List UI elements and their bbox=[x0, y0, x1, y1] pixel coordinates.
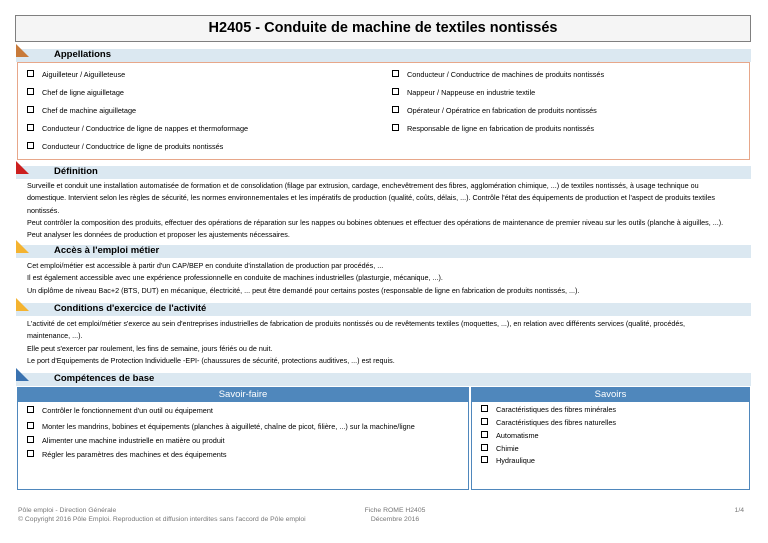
footer-left bbox=[18, 506, 306, 524]
appellation-item: Chef de machine aiguilletage bbox=[27, 106, 136, 116]
checkbox-bullet-icon bbox=[27, 106, 34, 113]
checkbox-bullet-icon bbox=[392, 88, 399, 95]
section-title: Définition bbox=[54, 166, 98, 177]
checkbox-bullet-icon bbox=[27, 142, 34, 149]
appellation-item: Conducteur / Conductrice de machines de produits nontissés bbox=[392, 70, 604, 80]
section-header-conditions bbox=[16, 303, 751, 316]
savoir-faire-item: Contrôler le fonctionnement d'un outil ou équipement bbox=[27, 406, 213, 416]
savoir-faire-item: Monter les mandrins, bobines et équipements (planches à aiguilleté, chaîne de picot, filière, ...) sur la machine/ligne bbox=[27, 422, 415, 432]
section-title: Conditions d'exercice de l'activité bbox=[54, 303, 207, 314]
appellation-item: Opérateur / Opératrice en fabrication de produits nontissés bbox=[392, 106, 597, 116]
checkbox-bullet-icon bbox=[27, 422, 34, 429]
definition-text: Surveille et conduit une installation automatisée de formation et de consolidation (filage par extrusion, cardage, enchevêtrement des fibres, agglomération chimique, ...) de textiles nontissés, à usage technique ou domestique. Intervient selon les règles de sécurité, les normes environnementales et les impératifs de production (qualité, coûts, délais, ...). Contrôle l'état des équipements de production et l'aspect de produits textiles nontissés. Peut contrôler la composition des produits, effectuer des opérations de réparation sur les nappes ou bobines obtenues et effectuer des opérations de maintenance de premier niveau sur les outils (planche à aiguilles, ...). Peut analyser les données de production et proposer les ajustements nécessaires. bbox=[27, 181, 724, 240]
checkbox-bullet-icon bbox=[392, 106, 399, 113]
savoirs-item: Chimie bbox=[481, 444, 519, 454]
footer-copyright: © Copyright 2016 Pôle Emploi. Reproduction et diffusion interdites sans l'accord de Pôle emploi bbox=[18, 516, 306, 523]
checkbox-bullet-icon bbox=[392, 70, 399, 77]
appellation-item: Responsable de ligne en fabrication de produits nontissés bbox=[392, 124, 594, 134]
footer-center bbox=[350, 506, 440, 524]
section-header-competences bbox=[16, 373, 751, 386]
appellation-item: Nappeur / Nappeuse en industrie textile bbox=[392, 88, 535, 98]
savoirs-item: Caractéristiques des fibres minérales bbox=[481, 405, 616, 415]
checkbox-bullet-icon bbox=[27, 436, 34, 443]
section-marker-icon bbox=[16, 161, 29, 174]
footer-date: Décembre 2016 bbox=[370, 516, 420, 523]
footer-fiche: Fiche ROME H2405 bbox=[364, 507, 426, 514]
section-title: Appellations bbox=[54, 49, 112, 60]
section-header-definition bbox=[16, 166, 751, 179]
footer-org: Pôle emploi - Direction Générale bbox=[18, 507, 117, 514]
savoir-faire-header: Savoir-faire bbox=[17, 387, 469, 402]
checkbox-bullet-icon bbox=[481, 405, 488, 412]
checkbox-bullet-icon bbox=[27, 450, 34, 457]
section-title: Compétences de base bbox=[54, 373, 155, 384]
appellation-item: Conducteur / Conductrice de ligne de nappes et thermoformage bbox=[27, 124, 248, 134]
conditions-text: L'activité de cet emploi/métier s'exerce au sein d'entreprises industrielles de fabrication de produits nontissés ou de revêtements textiles (moquettes, ...), en relation avec différents services (qualité, procédés, maintenance, ...). Elle peut s'exercer par roulement, les fins de semaine, jours fériés ou de nuit. Le port d'Equipements de Protection Individuelle -EPI- (chaussures de sécurité, protections auditives, ...) est requis. bbox=[27, 319, 685, 365]
savoirs-item: Automatisme bbox=[481, 431, 539, 441]
appellation-item: Chef de ligne aiguilletage bbox=[27, 88, 124, 98]
appellation-item: Aiguilleteur / Aiguilleteuse bbox=[27, 70, 125, 80]
savoirs-item: Hydraulique bbox=[481, 456, 535, 466]
section-header-acces bbox=[16, 245, 751, 258]
section-title: Accès à l'emploi métier bbox=[54, 245, 160, 256]
acces-text: Cet emploi/métier est accessible à partir d'un CAP/BEP en conduite d'installation de production par procédés, ... Il est également accessible avec une expérience professionnelle en conduite de machines industrielles (plasturgie, mécanique, ...). Un diplôme de niveau Bac+2 (BTS, DUT) en mécanique, électricité, ... peut être demandé pour certains postes (responsable de ligne en fabrication de produits nontissés, ...). bbox=[27, 261, 580, 295]
checkbox-bullet-icon bbox=[27, 406, 34, 413]
section-header-appellations bbox=[16, 49, 751, 62]
checkbox-bullet-icon bbox=[481, 444, 488, 451]
savoirs-item: Caractéristiques des fibres naturelles bbox=[481, 418, 616, 428]
checkbox-bullet-icon bbox=[27, 124, 34, 131]
checkbox-bullet-icon bbox=[27, 88, 34, 95]
checkbox-bullet-icon bbox=[27, 70, 34, 77]
savoir-faire-item: Régler les paramètres des machines et des équipements bbox=[27, 450, 227, 460]
section-marker-icon bbox=[16, 298, 29, 311]
savoir-faire-item: Alimenter une machine industrielle en matière ou produit bbox=[27, 436, 225, 446]
page-title: H2405 - Conduite de machine de textiles nontissés bbox=[15, 15, 751, 42]
checkbox-bullet-icon bbox=[481, 418, 488, 425]
checkbox-bullet-icon bbox=[481, 456, 488, 463]
section-marker-icon bbox=[16, 44, 29, 57]
appellation-item: Conducteur / Conductrice de ligne de produits nontissés bbox=[27, 142, 223, 152]
section-marker-icon bbox=[16, 240, 29, 253]
section-marker-icon bbox=[16, 368, 29, 381]
page-number: 1/4 bbox=[734, 507, 744, 514]
savoirs-header: Savoirs bbox=[471, 387, 750, 402]
checkbox-bullet-icon bbox=[481, 431, 488, 438]
checkbox-bullet-icon bbox=[392, 124, 399, 131]
